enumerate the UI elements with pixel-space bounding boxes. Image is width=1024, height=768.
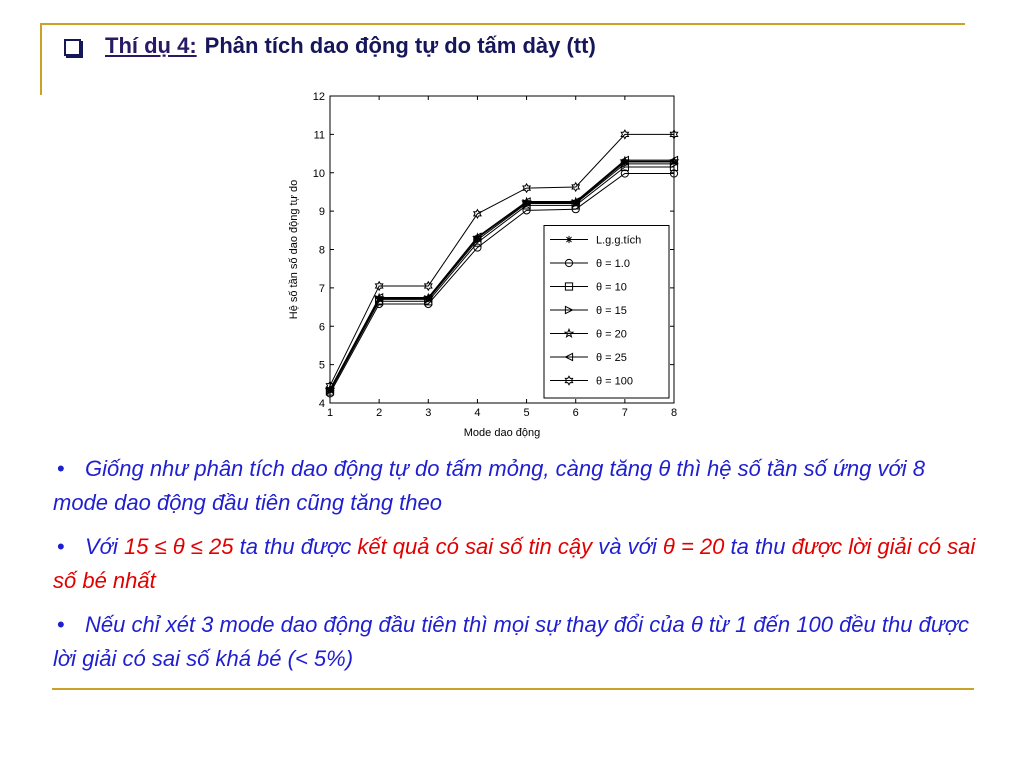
legend-label: θ = 20 [596,328,627,341]
title-prefix: Thí dụ 4: [105,33,197,58]
bullet-item-1 [53,452,983,520]
frame-top-rule [40,23,965,25]
chart-legend [544,226,669,399]
y-tick-label: 5 [318,359,325,372]
bullet-2-part-7: ta thu [724,534,792,559]
title-main: Phân tích dao động tự do tấm dày (tt) [204,33,596,58]
x-axis-label: Mode dao động [463,427,541,439]
x-tick-label: 8 [670,407,678,419]
bullet-2-best-solution: được lời giải có sai số bé nhất [53,534,976,593]
slide-title [64,33,596,59]
y-tick-label: 4 [318,398,325,410]
bullet-3-text: Nếu chỉ xét 3 mode dao động đầu tiên thì mọi sự thay đổi của θ từ 1 đến 100 đều thu được lời giải có sai số khá bé (< 5%) [53,612,970,671]
x-tick-label: 4 [474,407,481,419]
bullet-1-text: Giống như phân tích dao động tự do tấm mỏng, càng tăng θ thì hệ số tần số ứng với 8 mode dao động đầu tiên cũng tăng theo [53,456,926,515]
y-axis-label: Hệ số tần số dao động tự do [288,179,300,320]
y-tick-label: 9 [318,206,325,219]
bullet-item-3 [53,608,983,676]
y-tick-label: 7 [318,282,325,295]
legend-label: θ = 15 [596,305,627,317]
legend-label: θ = 100 [596,375,634,388]
x-tick-label: 5 [523,407,530,419]
bullet-dot-icon: • [57,456,65,481]
x-tick-label: 1 [326,407,334,419]
legend-marker [565,236,572,243]
legend-label: L.g.g.tích [596,234,642,247]
y-tick-label: 8 [318,244,325,257]
x-tick-label: 3 [425,407,432,419]
y-tick-label: 10 [312,167,325,180]
checkbox-bullet-icon [64,39,81,56]
bullet-list [53,452,983,686]
y-tick-label: 6 [318,321,325,334]
bullet-2-part-3: ta thu được [233,534,358,559]
x-tick-label: 2 [376,407,383,419]
bullet-2-reliable-result: kết quả có sai số tin cậy [357,534,593,559]
bullet-2-part-1: Với [85,534,124,559]
legend-label: θ = 10 [596,281,627,294]
bullet-2-theta-best: θ = 20 [662,534,725,559]
legend-label: θ = 25 [596,352,627,364]
frame-bottom-rule [52,688,974,690]
x-tick-label: 6 [572,407,579,419]
bullet-dot-icon: • [57,534,65,559]
bullet-2-theta-range: 15 ≤ θ ≤ 25 [123,534,234,559]
y-tick-label: 11 [313,129,325,142]
y-tick-label: 12 [312,91,325,103]
bullet-item-2 [53,530,983,598]
x-tick-label: 7 [621,407,628,419]
mode-frequency-chart [280,86,700,448]
frame-left-rule [40,23,42,95]
bullet-dot-icon: • [57,612,65,637]
bullet-2-part-5: và với [592,534,663,559]
legend-label: θ = 1.0 [596,258,630,270]
